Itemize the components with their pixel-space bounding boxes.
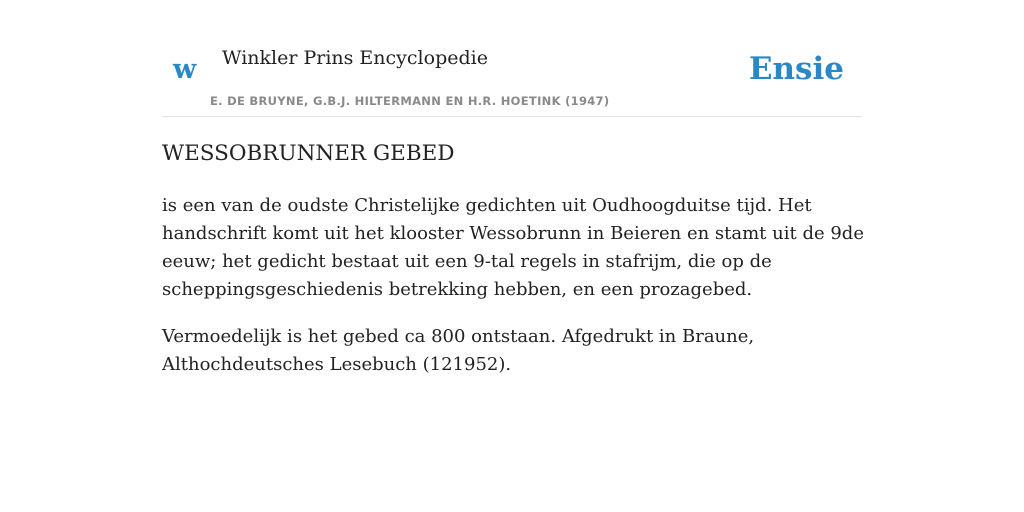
ensie-brand-link[interactable]: Ensie [748,51,844,87]
publication-header [162,40,862,117]
article-paragraph: is een van de oudste Christelijke gedichten uit Oudhoogduitse tijd. Het handschrift komt uit het klooster Wessobrunn in Beieren en stamt uit de 9de eeuw; het gedicht bestaat uit een 9-tal regels in stafrijm, die op de scheppingsgeschiedenis betrekking hebben, en een prozagebed. [162,195,864,300]
article [162,138,867,379]
article-title: WESSOBRUNNER GEBED [162,141,455,166]
publication-authors: E. DE BRUYNE, G.B.J. HILTERMANN EN H.R. HOETINK (1947) [210,94,610,108]
publication-logo[interactable]: w [173,54,197,85]
publication-title[interactable]: Winkler Prins Encyclopedie [222,47,488,69]
article-paragraph: Vermoedelijk is het gebed ca 800 ontstaan. Afgedrukt in Braune, Althochdeutsches Lesebuch (121952). [162,326,755,375]
